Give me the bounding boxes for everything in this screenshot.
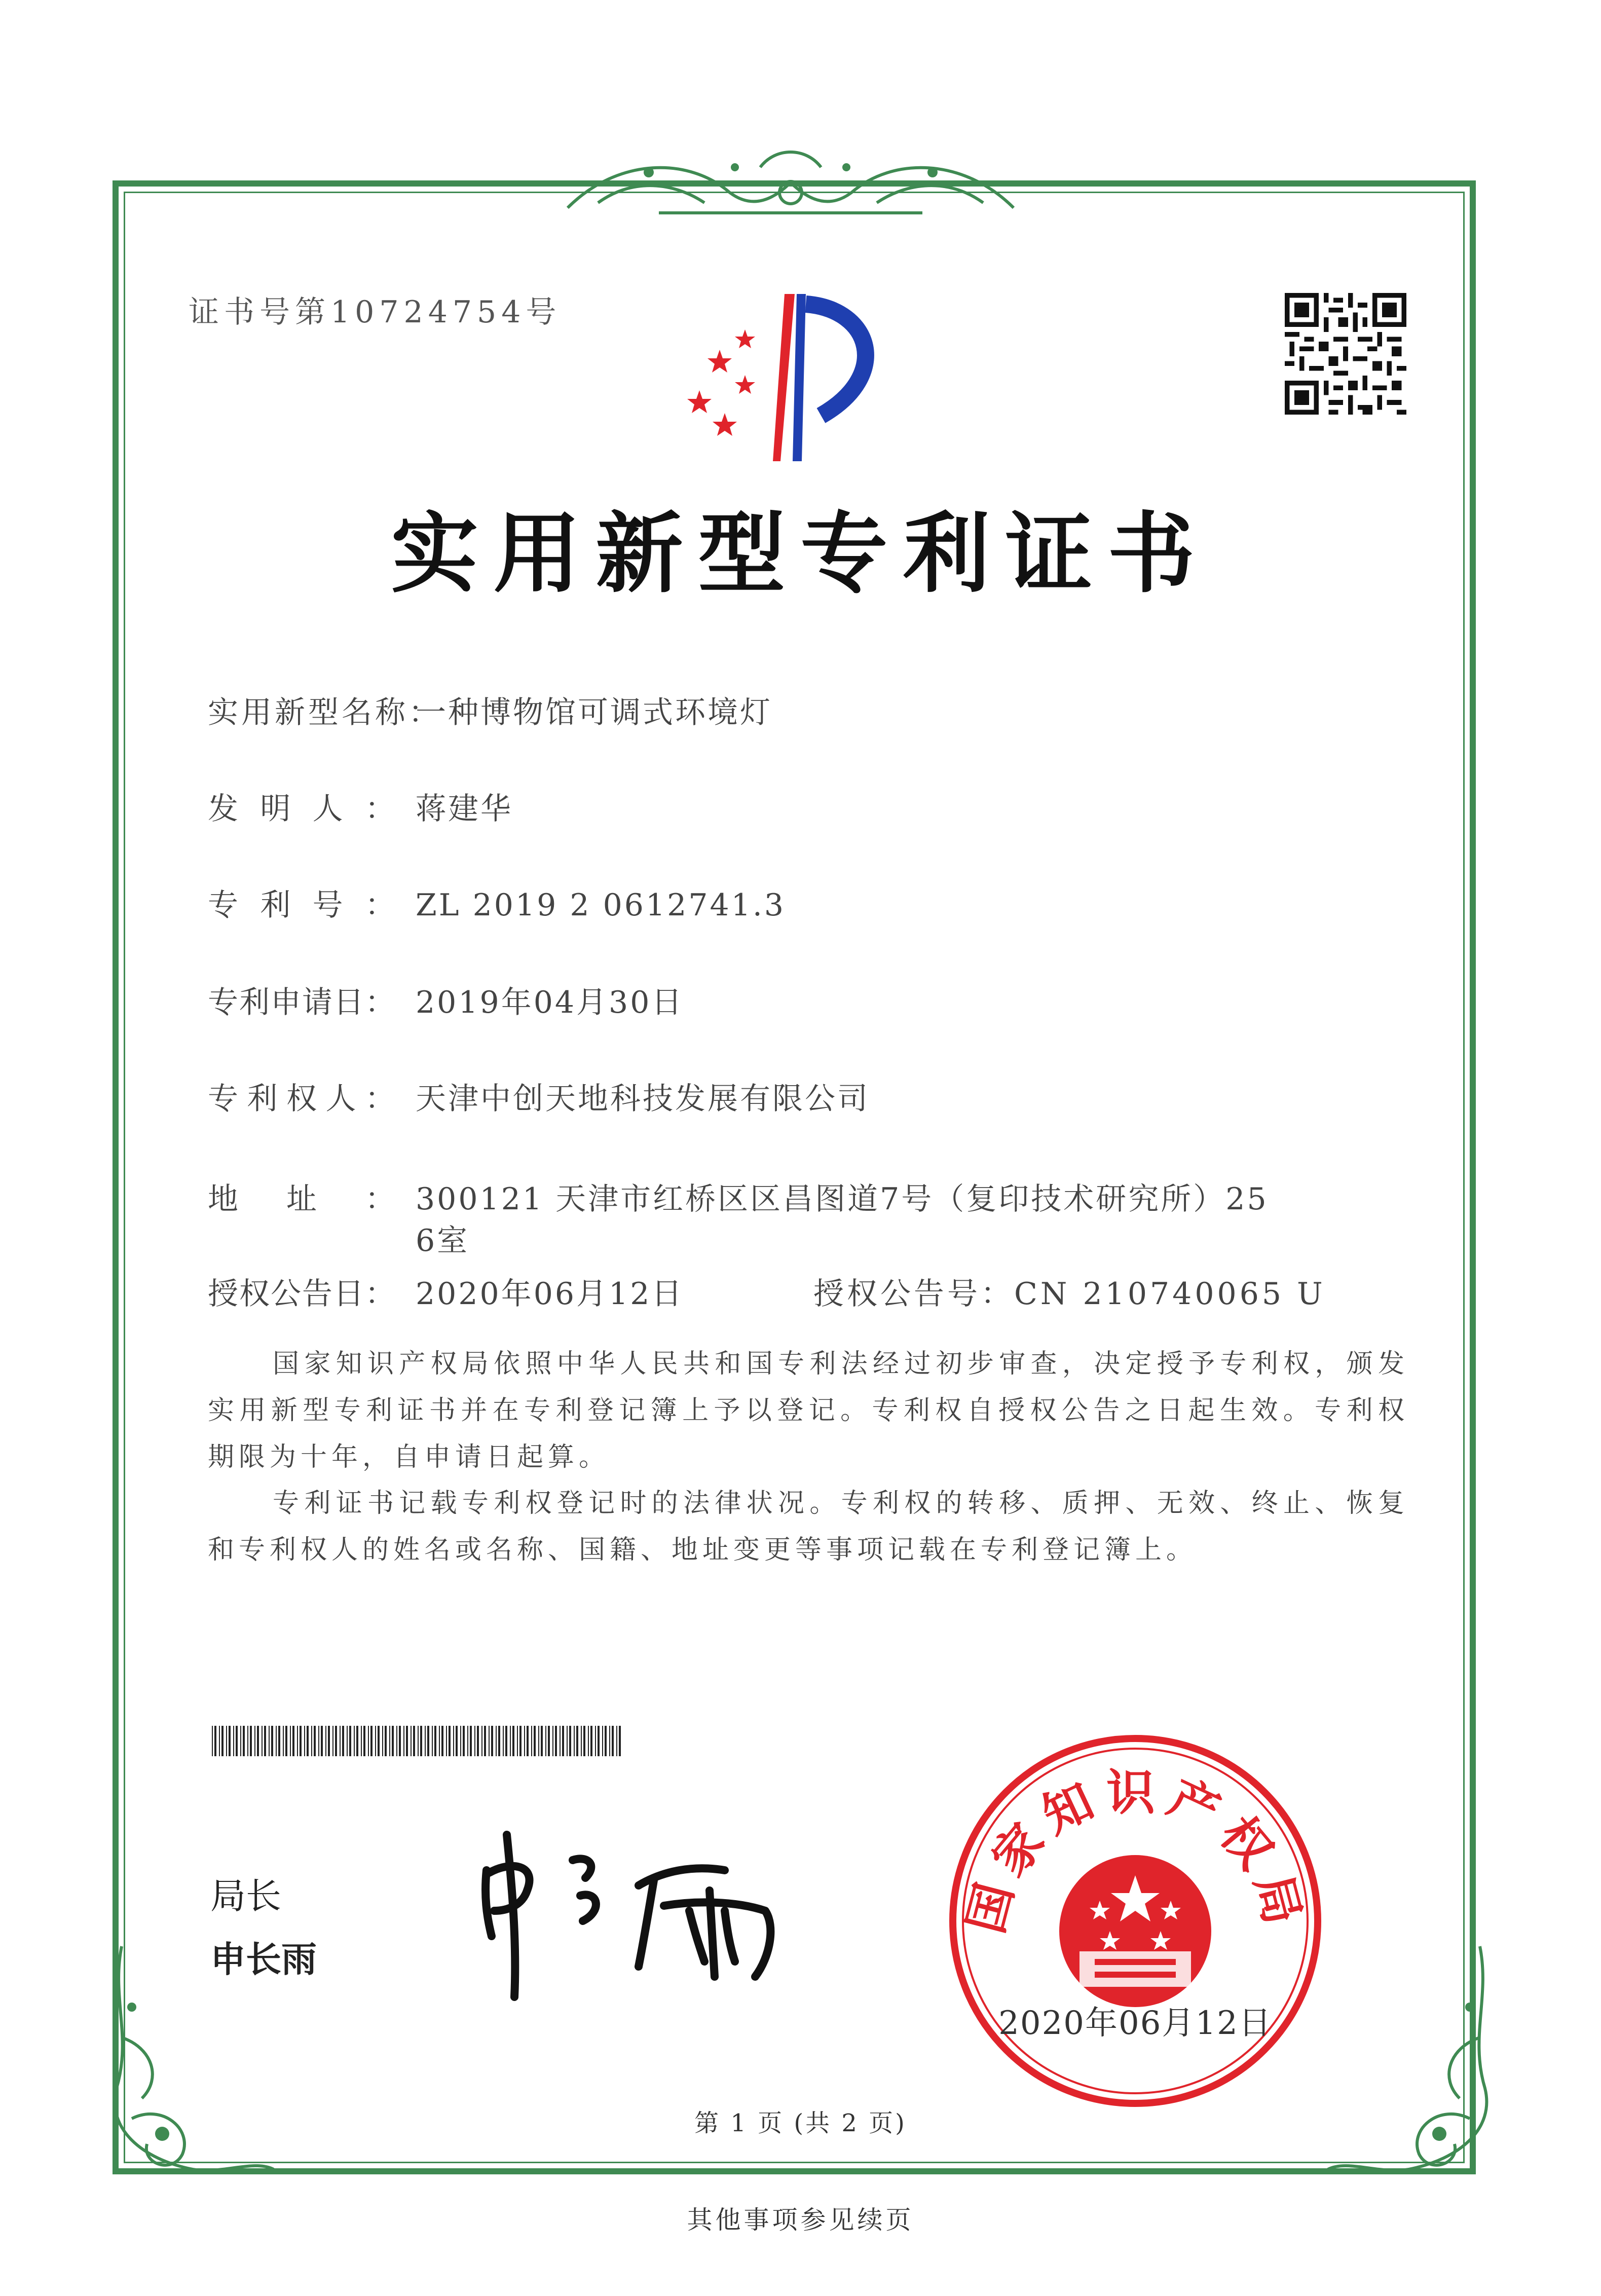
field-value: ZL 2019 2 0612741.3 [416,887,786,923]
field-label: 授权公告号： [813,1276,1014,1312]
top-ornament-icon [557,137,1024,223]
field-inventor [208,785,513,828]
field-label: 专利号： [208,887,395,923]
qr-code-icon [1285,293,1406,415]
field-label: 发明人： [208,791,395,827]
field-grant-date [208,1270,684,1313]
signature-icon [471,1825,826,2007]
field-patentee [208,1075,870,1118]
field-label: 授权公告日： [208,1276,395,1312]
cnipa-logo-icon [669,289,912,471]
field-value: 蒋建华 [416,791,513,827]
field-patent-number [208,881,786,924]
director-title: 局长 [210,1875,281,1917]
field-value: 2019年04月30日 [416,985,684,1020]
seal-date: 2020年06月12日 [998,2005,1272,2042]
field-label: 地址： [208,1181,395,1217]
field-label: 实用新型名称： [208,695,442,730]
field-label: 专利申请日： [208,985,395,1020]
paragraph-text: 国家知识产权局依照中华人民共和国专利法经过初步审查，决定授予专利权，颁发实用新型专利证书并在专利登记簿上予以登记。专利权自授权公告之日起生效。专利权期限为十年，自申请日起算。 [208,1349,1409,1472]
director-name: 申长雨 [210,1939,317,1980]
body-paragraph-2 [208,1480,1409,1573]
field-filing-date [208,978,684,1022]
field-value: 天津中创天地科技发展有限公司 [416,1081,870,1117]
field-value: 一种博物馆可调式环境灯 [416,695,772,730]
field-value: CN 210740065 U [1014,1276,1326,1312]
field-grant-number [813,1270,1326,1313]
certificate-number: 证书号第10724754号 [189,294,562,330]
certificate-title: 实用新型专利证书 [391,502,1210,605]
field-address-line2: 6室 [416,1223,470,1258]
paragraph-text: 专利证书记载专利权登记时的法律状况。专利权的转移、质押、无效、终止、恢复和专利权人的姓名或名称、国籍、地址变更等事项记载在专利登记簿上。 [208,1488,1409,1565]
page-number: 第 1 页 (共 2 页) [694,2109,907,2137]
field-value: 300121 天津市红桥区区昌图道7号（复印技术研究所）25 [416,1181,1269,1217]
field-value: 2020年06月12日 [416,1276,684,1312]
footer-note: 其他事项参见续页 [687,2205,914,2235]
body-paragraph-1 [208,1341,1409,1480]
official-seal-icon [943,1728,1328,2114]
bottom-right-ornament-icon [1318,1936,1500,2190]
field-utility-model-name [208,688,772,732]
svg-text:国家知识产权局: 国家知识产权局 [956,1764,1314,1939]
field-address [208,1175,1269,1218]
field-label: 专利权人： [208,1081,395,1117]
barcode-icon [212,1726,623,1756]
